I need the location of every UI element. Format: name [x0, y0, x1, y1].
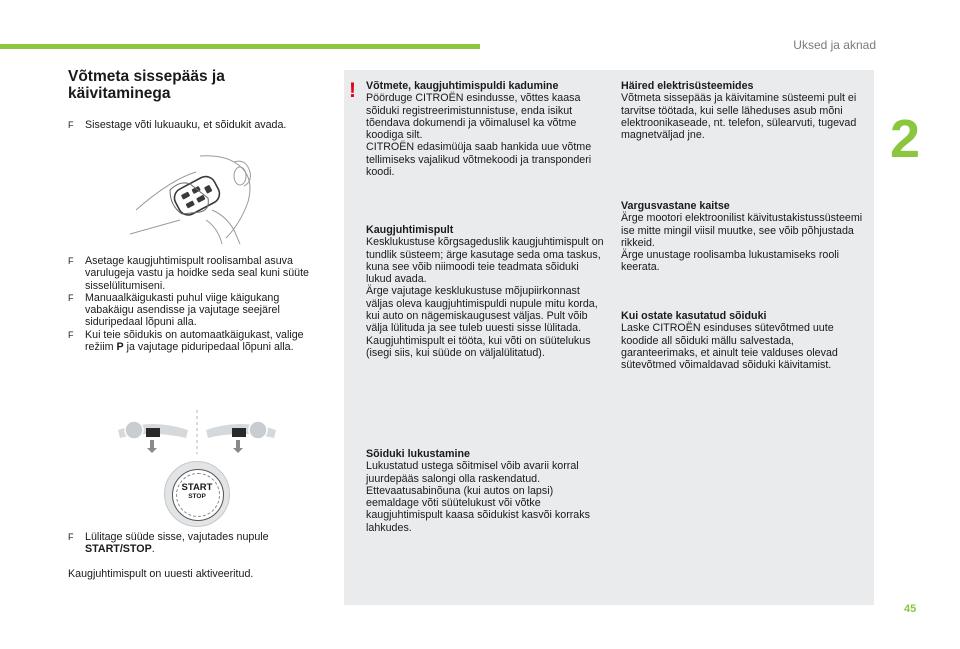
page-title-line2: käivitaminega	[68, 85, 171, 102]
step-text: Asetage kaugjuhtimispult roolisambal asuva varulugeja vastu ja hoidke seda seal kuni süüte sisselülitumiseni.	[85, 255, 309, 292]
step-text	[85, 329, 330, 354]
bullet-icon: F	[68, 292, 74, 303]
remote-reader-illustration	[130, 150, 270, 246]
chapter-number: 2	[890, 109, 921, 169]
step-final-before: Lülitage süüde sisse, vajutades nupule	[85, 531, 269, 543]
step-list	[68, 255, 330, 353]
remote-block	[366, 224, 606, 359]
step-text: Manuaalkäigukasti puhul viige käigukang vabakäigu asendisse ja vajutage seejärel siduripedaal lõpuni alla.	[85, 291, 280, 329]
section-title: Uksed ja aknad	[793, 38, 876, 52]
lost-keys-text: Pöörduge CITROËN esindusse, võttes kaasa sõiduki registreerimistunnistuse, enda isikut tõendava dokumendi ja võimalusel ka võtme koodiga silt.	[366, 92, 581, 142]
interference-title: Häired elektrisüsteemides	[621, 80, 754, 92]
page-title	[68, 68, 338, 102]
step-auto-mode: P	[116, 341, 124, 354]
locking-text: Ettevaatusabinõuna (kui autos on lapsi) eemaldage võti süütelukust või võtke kaugjuhtimispult kaasa sõidukist kasvõi korraks lahkudes.	[366, 484, 590, 534]
remote-title: Kaugjuhtimispult	[366, 224, 454, 236]
lost-keys-block	[366, 80, 606, 178]
step-auto-after: ja vajutage piduripedaal lõpuni alla.	[123, 341, 294, 354]
antitheft-text: Ärge mootori elektroonilist käivitustakistussüsteemi ise mitte mingil viisil muutke, see võib põhjustada rikkeid.	[621, 212, 863, 249]
interference-block	[621, 80, 871, 141]
bullet-icon: F	[68, 532, 74, 542]
step-text	[85, 531, 330, 556]
locking-title: Sõiduki lukustamine	[366, 448, 470, 460]
remote-text: Ärge vajutage kesklukustuse mõjupiirkonnast väljas oleva kaugjuhtimispuldi nupule mitu korda, kui auto on nägemiskaugusest väljas. Pult võib välja lülituda ja see tuleb uuesti sisse lülitada.	[366, 285, 598, 335]
bullet-icon: F	[68, 120, 74, 130]
page-title-line1: Võtmeta sissepääs ja	[68, 68, 225, 85]
step-item	[68, 292, 330, 329]
remote-text: Kesklukustuse kõrgsageduslik kaugjuhtimispult on tundlik süsteem; ärge kasutage seda oma taskus, kuna see võib niimoodi teie teadmata sõiduki lukud avada.	[366, 236, 604, 286]
remote-text: Kaugjuhtimispult ei tööta, kui võti on süütelukus (isegi siis, kui süüde on väljalülitatud).	[366, 334, 591, 359]
warning-icon: !	[349, 79, 356, 102]
antitheft-block	[621, 200, 871, 274]
used-vehicle-text: Laske CITROËN esinduses sütevõtmed uute koodide all sõiduki mällu salvestada, garanteerimaks, et ainult teie valduses olevad sütevõtmed võimaldavad sõiduki käivitamist.	[621, 322, 838, 372]
start-label: START	[181, 482, 213, 493]
accent-bar	[0, 44, 480, 49]
step-text: Sisestage võti lukuauku, et sõidukit avada.	[85, 119, 287, 131]
stop-label: STOP	[188, 493, 206, 500]
locking-text: Lukustatud ustega sõitmisel võib avarii korral juurdepääs salongi olla raskendatud.	[366, 460, 579, 485]
antitheft-text: Ärge unustage roolisamba lukustamiseks rooli keerata.	[621, 249, 840, 274]
start-stop-button-illustration	[164, 461, 230, 527]
step-insert-key	[68, 119, 330, 131]
step-press-start	[68, 531, 330, 556]
bullet-icon: F	[68, 329, 74, 340]
step-auto-before: Kui teie sõidukis on automaatkäigukast, valige režiim	[85, 328, 304, 354]
page-number: 45	[904, 603, 917, 615]
interference-text: Võtmeta sissepääs ja käivitamine süsteemi pult ei tarvitse töötada, kui selle läheduses asub mõni elektroonikaseade, nt. telefon, sülearvuti, tugevad magnetväljad jne.	[621, 92, 857, 142]
antitheft-title: Vargusvastane kaitse	[621, 200, 730, 212]
step-item	[68, 255, 330, 292]
lost-keys-text: CITROËN edasimüüja saab hankida uue võtme tellimiseks vajalikud võtmekoodi ja transponderi koodi.	[366, 141, 592, 179]
step-item	[68, 329, 330, 354]
locking-block	[366, 448, 606, 534]
remote-reactivated-note: Kaugjuhtimispult on uuesti aktiveeritud.	[68, 568, 254, 580]
bullet-icon: F	[68, 256, 74, 266]
pedal-illustration	[112, 408, 282, 456]
step-final-button: START/STOP	[85, 543, 152, 556]
used-vehicle-block	[621, 310, 871, 371]
step-final-after: .	[151, 543, 155, 556]
used-vehicle-title: Kui ostate kasutatud sõiduki	[621, 310, 767, 322]
lost-keys-title: Võtmete, kaugjuhtimispuldi kadumine	[366, 80, 559, 92]
